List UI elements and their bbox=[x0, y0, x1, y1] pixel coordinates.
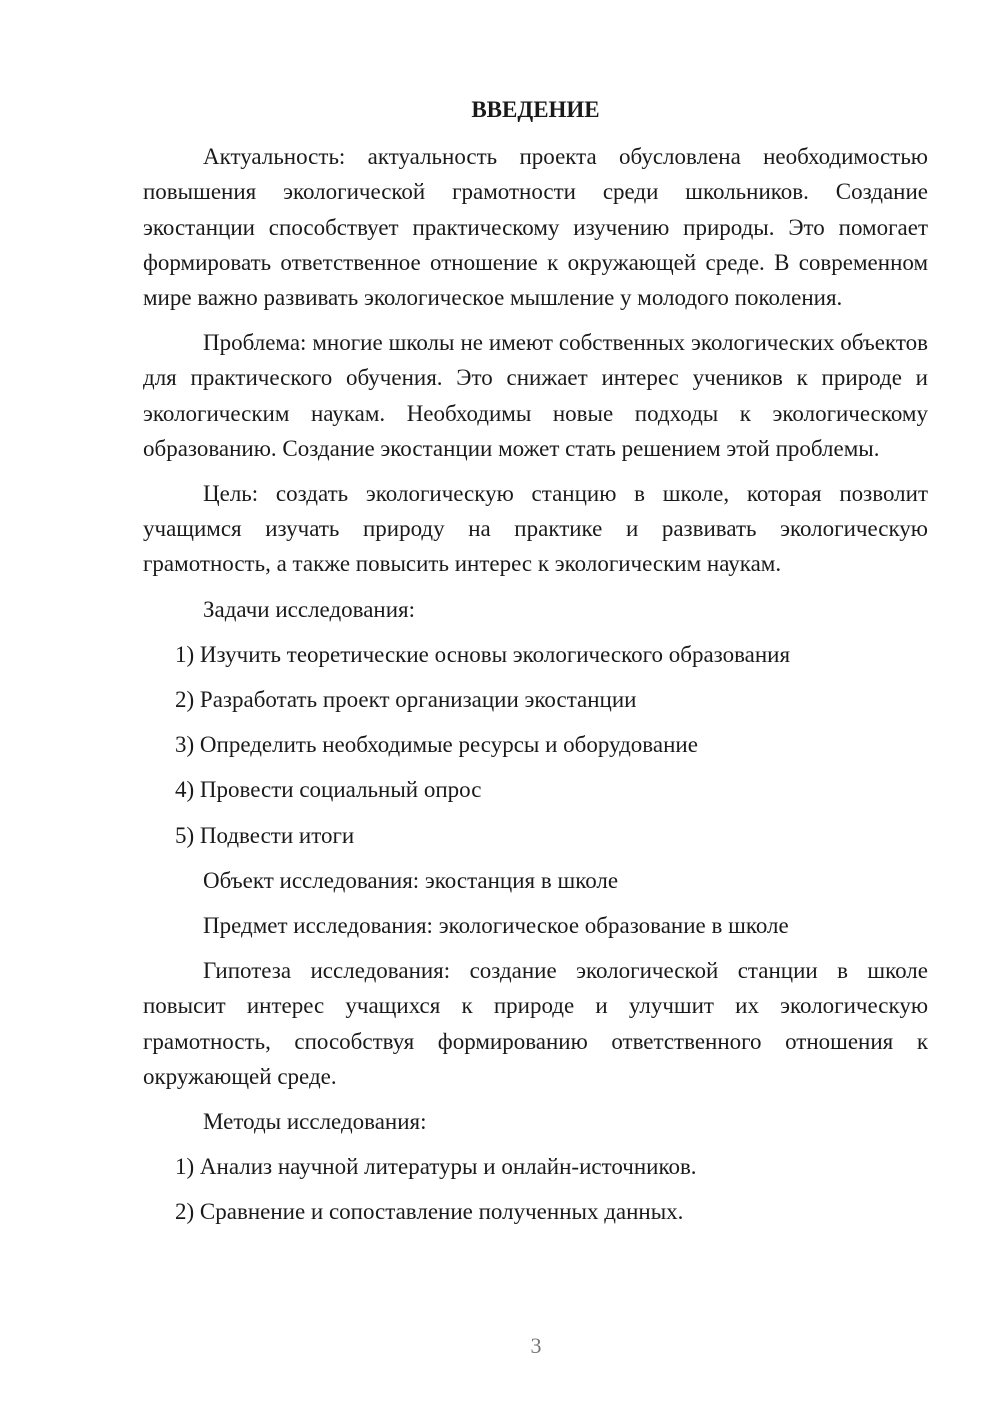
research-subject: Предмет исследования: экологическое образование в школе bbox=[203, 913, 789, 939]
methods-heading: Методы исследования: bbox=[203, 1109, 427, 1135]
task-item-4: 4) Провести социальный опрос bbox=[175, 777, 482, 803]
task-item-3: 3) Определить необходимые ресурсы и оборудование bbox=[175, 732, 698, 758]
section-title: ВВЕДЕНИЕ bbox=[471, 97, 600, 122]
research-object: Объект исследования: экостанция в школе bbox=[203, 867, 619, 893]
problem-paragraph: Проблема: многие школы не имеют собственных экологических объектов для практического обучения. Это снижает интерес учеников к природе и экологическим наукам. Необходимы новые подходы к экологическому образованию. Создание экостанции может стать решением этой проблемы. bbox=[143, 330, 928, 461]
method-item-2: 2) Сравнение и сопоставление полученных данных. bbox=[175, 1199, 684, 1225]
page-content bbox=[143, 92, 928, 1240]
task-item-1: 1) Изучить теоретические основы экологического образования bbox=[175, 641, 791, 667]
goal-paragraph: Цель: создать экологическую станцию в школе, которая позволит учащимся изучать природу на практике и развивать экологическую грамотность, а также повысить интерес к экологическим наукам. bbox=[143, 481, 928, 577]
page-number: 3 bbox=[530, 1333, 542, 1358]
method-item-1: 1) Анализ научной литературы и онлайн-источников. bbox=[175, 1154, 697, 1180]
tasks-heading: Задачи исследования: bbox=[203, 596, 416, 622]
relevance-paragraph: Актуальность: актуальность проекта обусловлена необходимостью повышения экологической грамотности среди школьников. Создание экостанции способствует практическому изучению природы. Это помогает формировать ответственное отношение к окружающей среде. В современном мире важно развивать экологическое мышление у молодого поколения. bbox=[143, 144, 928, 311]
hypothesis-paragraph: Гипотеза исследования: создание экологической станции в школе повысит интерес учащихся к природе и улучшит их экологическую грамотность, способствуя формированию ответственного отношения к окружающей среде. bbox=[143, 958, 928, 1089]
task-item-5: 5) Подвести итоги bbox=[175, 822, 355, 848]
task-item-2: 2) Разработать проект организации экостанции bbox=[175, 687, 637, 713]
